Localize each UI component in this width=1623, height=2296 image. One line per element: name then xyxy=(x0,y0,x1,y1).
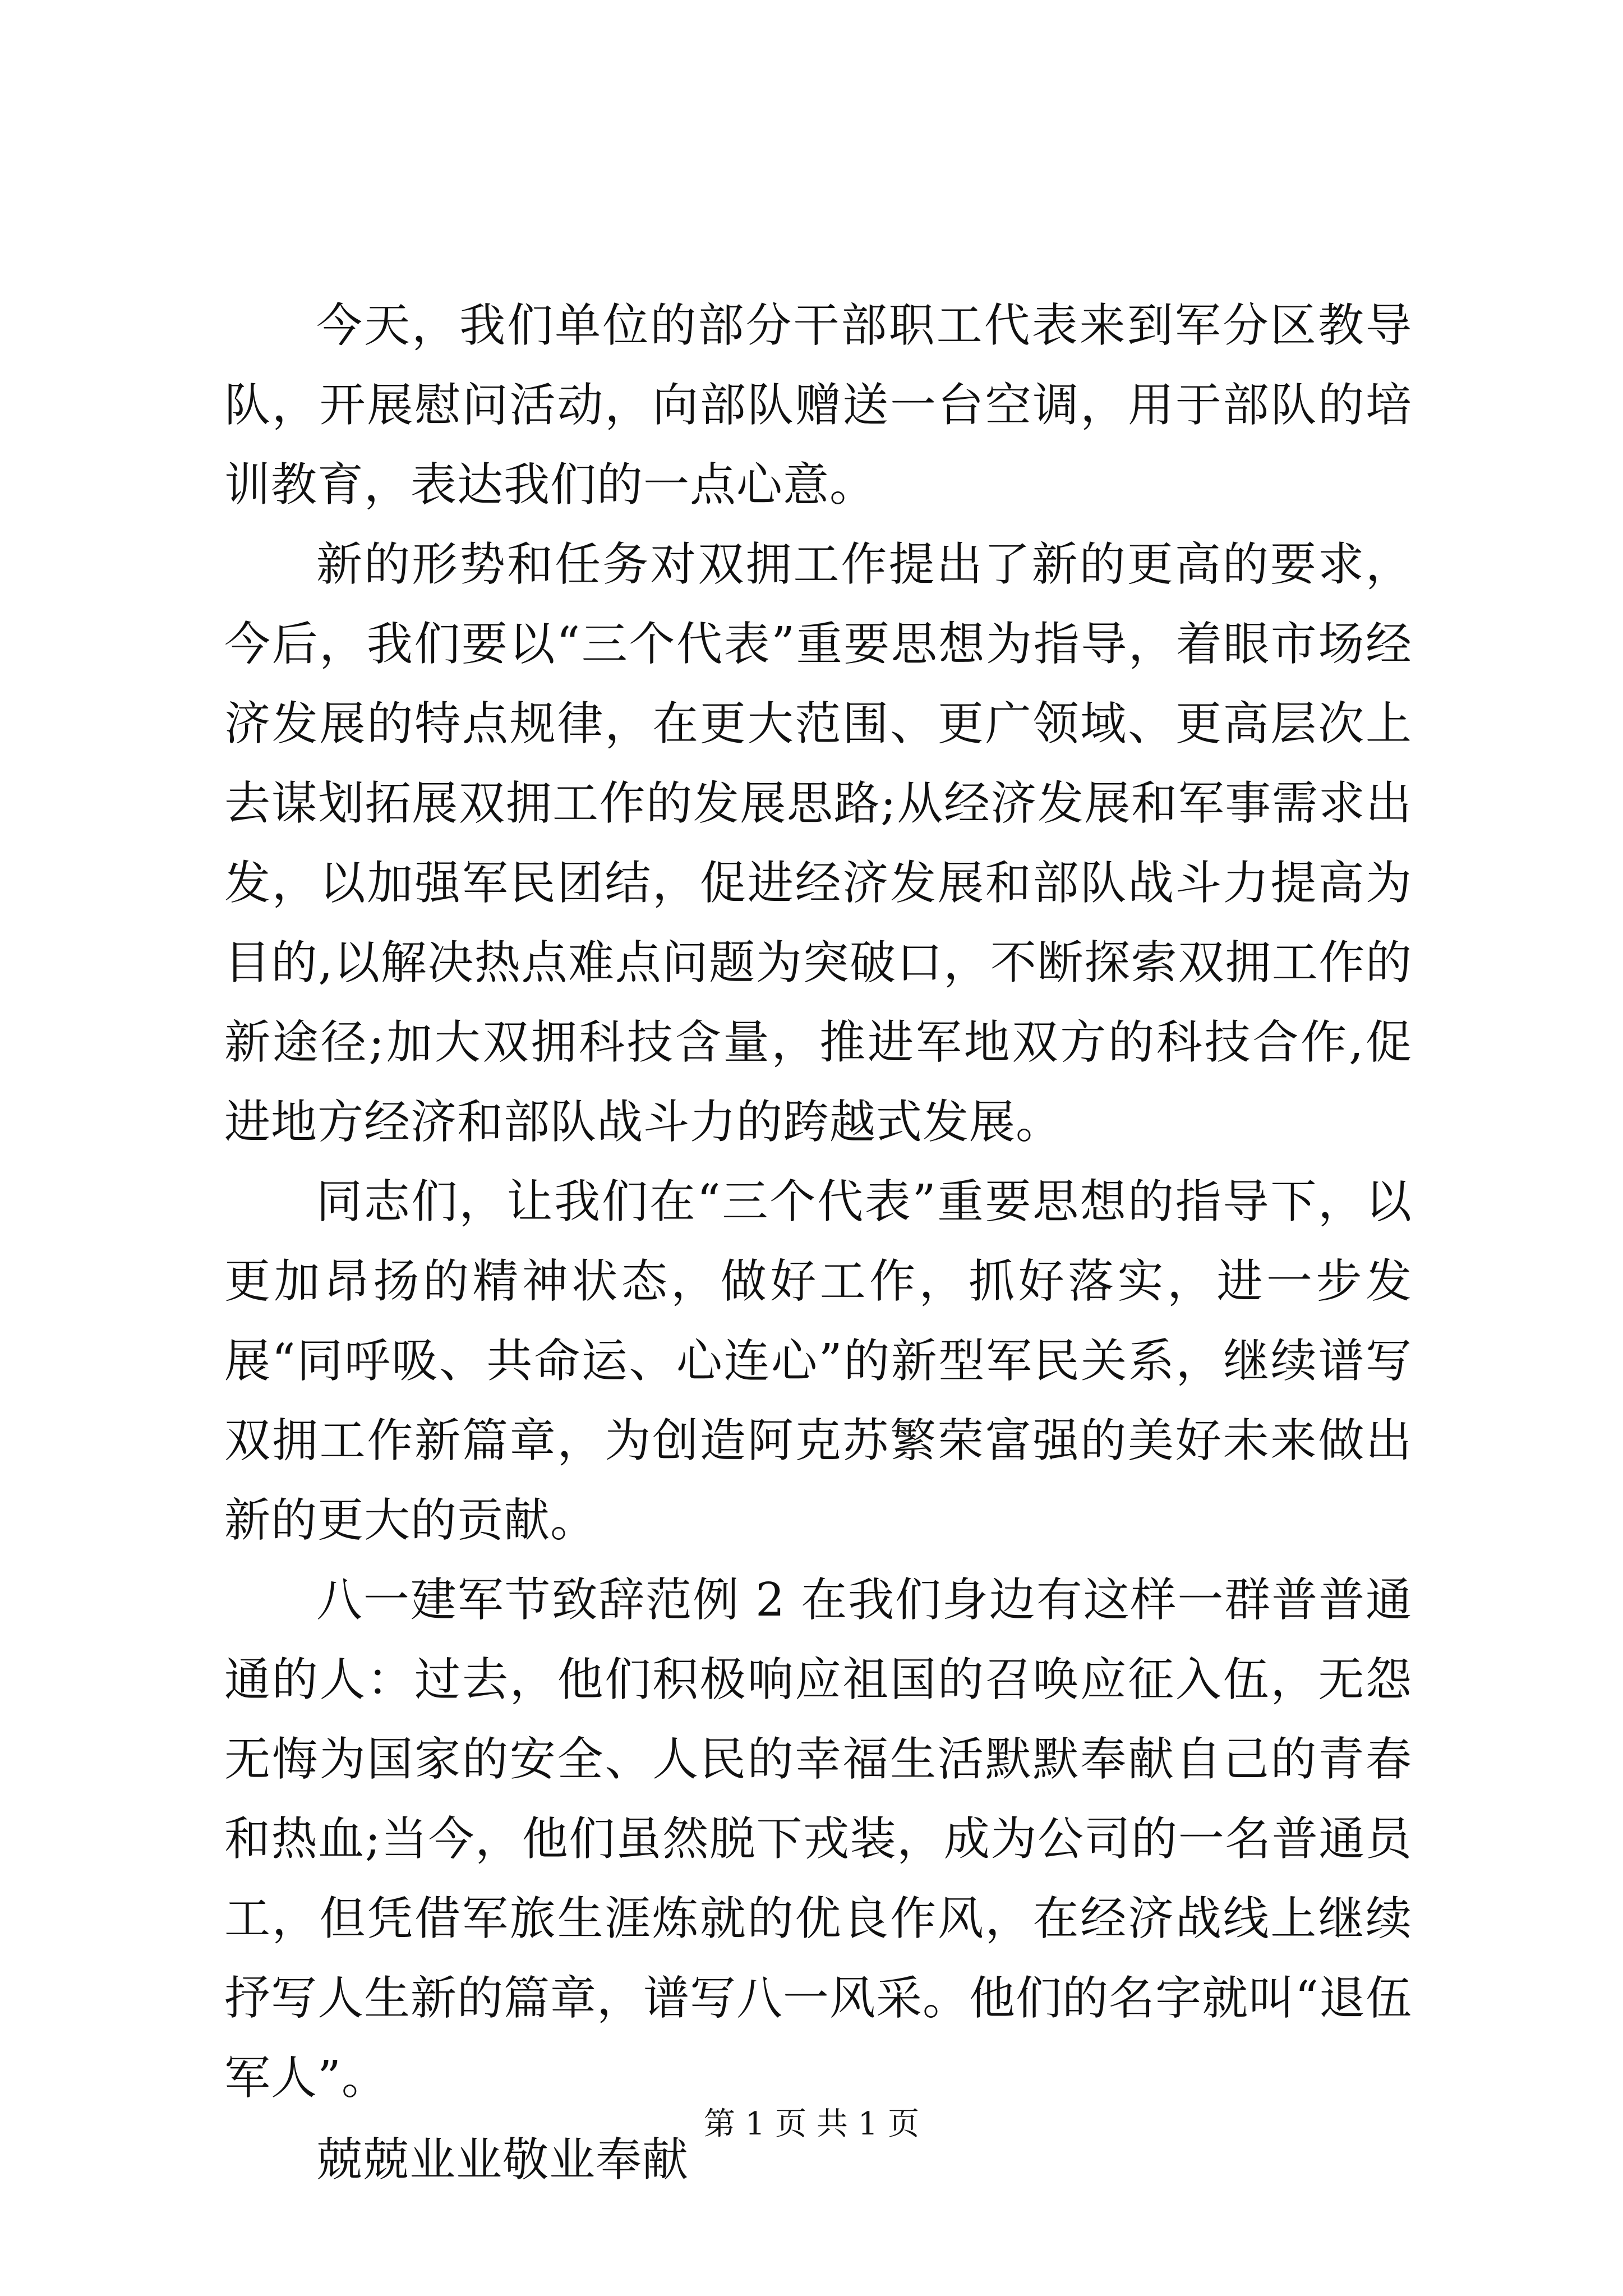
document-body xyxy=(224,286,1412,2200)
paragraph-requirements: 新的形势和任务对双拥工作提出了新的更高的要求，今后，我们要以“三个代表”重要思想为指导，着眼市场经济发展的特点规律，在更大范围、更广领域、更高层次上去谋划拓展双拥工作的发展思路;从经济发展和军事需求出发，以加强军民团结，促进经济发展和部队战斗力提高为目的,以解决热点难点问题为突破口，不断探索双拥工作的新途径;加大双拥科技含量，推进军地双方的科技合作,促进地方经济和部队战斗力的跨越式发展。 xyxy=(224,538,1412,1149)
paragraph-visit: 今天，我们单位的部分干部职工代表来到军分区教导队，开展慰问活动，向部队赠送一台空调，用于部队的培训教育，表达我们的一点心意。 xyxy=(224,299,1412,512)
paragraph-example-2: 八一建军节致辞范例 2 在我们身边有这样一群普普通通的人：过去，他们积极响应祖国的召唤应征入伍，无怨无悔为国家的安全、人民的幸福生活默默奉献自己的青春和热血;当今，他们虽然脱下戎装，成为公司的一名普通员工，但凭借军旅生涯炼就的优良作风，在经济战线上继续抒写人生新的篇章，谱写八一风采。他们的名字就叫“退伍军人”。 xyxy=(224,1573,1412,2105)
paragraph-subheading: 兢兢业业敬业奉献 xyxy=(316,2133,689,2187)
paragraph-comrades: 同志们，让我们在“三个代表”重要思想的指导下，以更加昂扬的精神状态，做好工作，抓好落实，进一步发展“同呼吸、共命运、心连心”的新型军民关系，继续谱写双拥工作新篇章，为创造阿克苏繁荣富强的美好未来做出新的更大的贡献。 xyxy=(224,1175,1412,1547)
page-number-footer: 第 1 页 共 1 页 xyxy=(703,2106,920,2142)
